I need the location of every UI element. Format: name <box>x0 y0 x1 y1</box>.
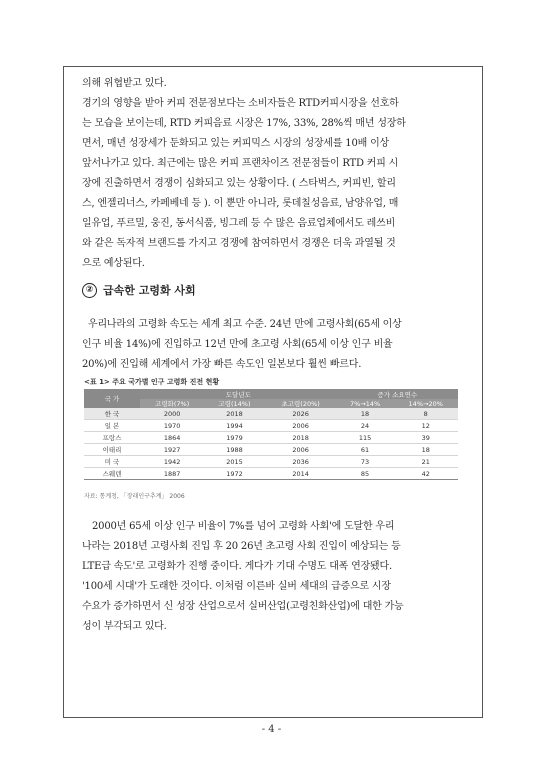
table-row <box>84 408 458 420</box>
table-cell: 42 <box>393 468 458 480</box>
text-line: 인구 비율 14%)에 진입하고 12년 만에 초고령 사회(65세 이상 인구 비율 <box>82 339 393 350</box>
table-row <box>84 444 458 456</box>
header-country: 국 가 <box>84 389 140 408</box>
text-line: 우리나라의 고령화 속도는 세계 최고 수준. 24년 만에 고령사회(65세 이상 <box>88 319 402 330</box>
table-caption: <표 1> 주요 국가별 인구 고령화 진전 현황 <box>84 378 220 386</box>
table-cell: 2026 <box>265 408 337 420</box>
table-row <box>84 420 458 432</box>
table-row <box>84 432 458 444</box>
text-line: 장에 진출하면서 경쟁이 심화되고 있는 상황이다. ( 스타벅스, 커피빈, 할리 <box>82 178 396 189</box>
table-cell: 2000 <box>140 408 204 420</box>
table-cell: 2018 <box>204 408 264 420</box>
sub-header: 7%→14% <box>337 399 394 408</box>
sub-header: 고령화(7%) <box>140 399 204 408</box>
sub-header: 초고령(20%) <box>265 399 337 408</box>
table-cell: 18 <box>393 444 458 456</box>
table-cell: 1994 <box>204 420 264 432</box>
sub-header: 14%→20% <box>393 399 458 408</box>
table-cell: 73 <box>337 456 394 468</box>
text-line: 스, 엔젤리너스, 카페베네 등 ). 이 뿐만 아니라, 롯데칠성음료, 남양유업, 매 <box>82 198 399 209</box>
table-cell: 21 <box>393 456 458 468</box>
table-cell: 2014 <box>265 468 337 480</box>
section-1-text <box>82 74 467 274</box>
text-line: 와 같은 독자적 브랜드를 가지고 경쟁에 참여하면서 경쟁은 더욱 과열될 것 <box>82 238 396 249</box>
sub-header: 고령(14%) <box>204 399 264 408</box>
header-group-years: 도달년도 <box>140 389 337 399</box>
text-line: 의해 위협받고 있다. <box>82 78 167 89</box>
table-cell: 85 <box>337 468 394 480</box>
text-line: '100세 시대'가 도래한 것이다. 이처럼 이른바 실버 세대의 급증으로 시장 <box>82 581 391 592</box>
table-cell: 이태리 <box>84 444 140 456</box>
text-line: 일유업, 푸르밀, 웅진, 동서식품, 빙그레 등 수 많은 음료업체에서도 레쓰비 <box>82 218 396 229</box>
table-cell: 1970 <box>140 420 204 432</box>
text-line: 나라는 2018년 고령사회 진입 후 20 26년 초고령 사회 진입이 예상되는 등 <box>82 541 401 552</box>
table-cell: 1942 <box>140 456 204 468</box>
page-number: - 4 - <box>261 724 282 735</box>
section-number: ② <box>82 283 97 298</box>
table-cell: 한 국 <box>84 408 140 420</box>
text-line: 으로 예상된다. <box>82 258 145 269</box>
text-line: 20%)에 진입해 세계에서 가장 빠른 속도인 일본보다 훨씬 빠르다. <box>82 359 362 370</box>
table-cell: 18 <box>337 408 394 420</box>
table-cell: 미 국 <box>84 456 140 468</box>
aging-table <box>84 389 458 480</box>
table-cell: 스웨덴 <box>84 468 140 480</box>
text-line: 2000년 65세 이상 인구 비율이 7%를 넘어 고령화 사회'에 도달한 우리 <box>92 521 395 532</box>
table-cell: 1979 <box>204 432 264 444</box>
table-cell: 2018 <box>265 432 337 444</box>
table-cell: 24 <box>337 420 394 432</box>
table-cell: 2006 <box>265 444 337 456</box>
table-cell: 1988 <box>204 444 264 456</box>
table-cell: 1864 <box>140 432 204 444</box>
table-cell: 39 <box>393 432 458 444</box>
text-line: LTE급 속도'로 고령화가 진행 중이다. 게다가 기대 수명도 대폭 연장됐다. <box>82 561 392 572</box>
section-heading <box>82 282 196 298</box>
text-line: 앞서나가고 있다. 최근에는 많은 커피 프랜차이즈 전문점들이 RTD 커피 시 <box>82 158 399 169</box>
text-line: 면서, 매년 성장세가 둔화되고 있는 커피믹스 시장의 성장세를 10배 이상 <box>82 138 389 149</box>
section-2-text <box>82 315 467 375</box>
text-line: 성이 부각되고 있다. <box>82 621 167 632</box>
header-group-duration: 증가 소요연수 <box>337 389 458 399</box>
table-cell: 8 <box>393 408 458 420</box>
table-cell: 1927 <box>140 444 204 456</box>
table-source: 자료: 통계청, 「장래인구추계」 2006 <box>84 493 185 500</box>
text-line: 수요가 증가하면서 신 성장 산업으로서 실버산업(고령친화산업)에 대한 가능 <box>82 601 404 612</box>
table-cell: 프랑스 <box>84 432 140 444</box>
table-cell: 1887 <box>140 468 204 480</box>
table-row <box>84 456 458 468</box>
table-cell: 1972 <box>204 468 264 480</box>
table-cell: 2006 <box>265 420 337 432</box>
table-cell: 2015 <box>204 456 264 468</box>
table-row <box>84 468 458 480</box>
section-3-text <box>82 517 467 637</box>
table-cell: 61 <box>337 444 394 456</box>
table-cell: 115 <box>337 432 394 444</box>
section-title: 급속한 고령화 사회 <box>103 284 196 297</box>
table-cell: 12 <box>393 420 458 432</box>
text-line: 경기의 영향을 받아 커피 전문점보다는 소비자들은 RTD커피시장을 선호하 <box>82 98 399 109</box>
table-cell: 일 본 <box>84 420 140 432</box>
text-line: 는 모습을 보이는데, RTD 커피음료 시장은 17%, 33%, 28%씩 매년 성장하 <box>82 118 406 129</box>
table-cell: 2036 <box>265 456 337 468</box>
